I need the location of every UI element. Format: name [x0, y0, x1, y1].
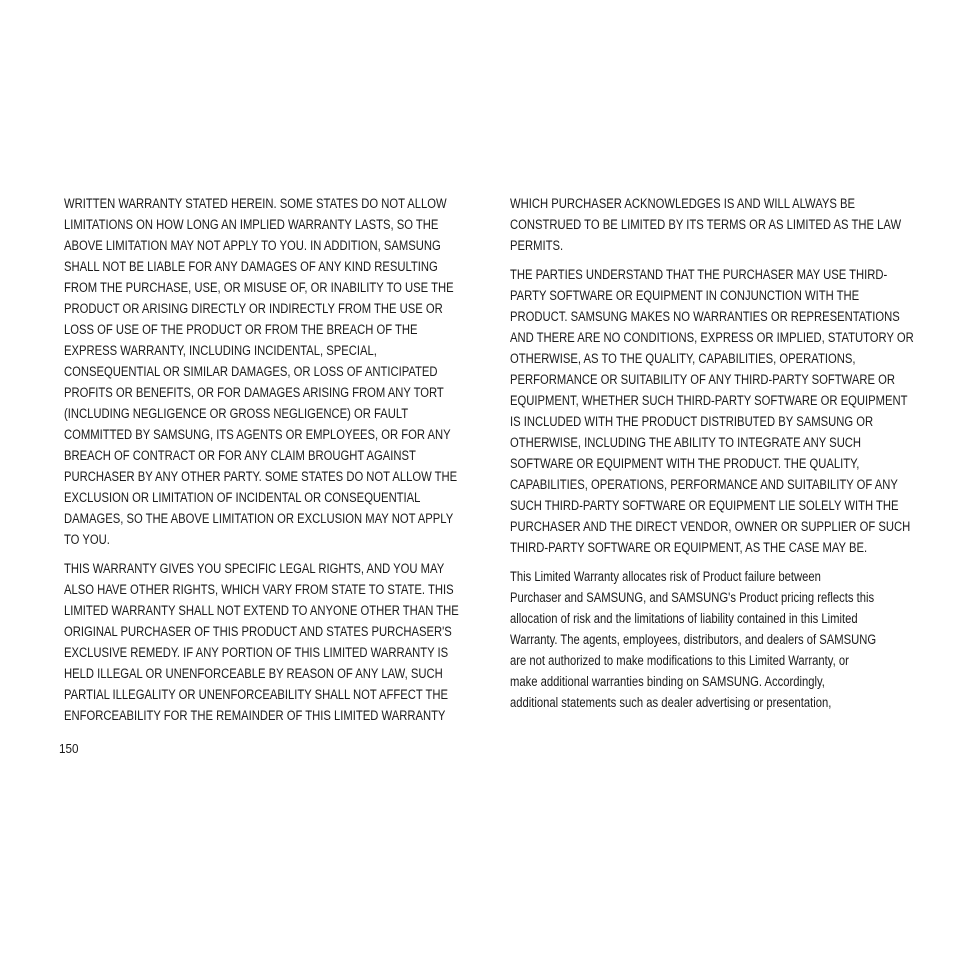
text-line: are not authorized to make modifications to this Limited Warranty, or	[510, 653, 849, 668]
text-line: TO YOU.	[64, 532, 110, 547]
text-line: THE PARTIES UNDERSTAND THAT THE PURCHASER MAY USE THIRD-	[510, 267, 888, 282]
text-line: BREACH OF CONTRACT OR FOR ANY CLAIM BROUGHT AGAINST	[64, 448, 416, 463]
text-line: PERFORMANCE OR SUITABILITY OF ANY THIRD-PARTY SOFTWARE OR	[510, 372, 895, 387]
text-line: ORIGINAL PURCHASER OF THIS PRODUCT AND STATES PURCHASER'S	[64, 624, 452, 639]
text-line: PROFITS OR BENEFITS, OR FOR DAMAGES ARISING FROM ANY TORT	[64, 385, 444, 400]
text-line: CONSEQUENTIAL OR SIMILAR DAMAGES, OR LOSS OF ANTICIPATED	[64, 364, 438, 379]
text-line: HELD ILLEGAL OR UNENFORCEABLE BY REASON OF ANY LAW, SUCH	[64, 666, 443, 681]
right-column	[510, 193, 914, 721]
text-line: EXPRESS WARRANTY, INCLUDING INCIDENTAL, SPECIAL,	[64, 343, 377, 358]
text-line: LOSS OF USE OF THE PRODUCT OR FROM THE BREACH OF THE	[64, 322, 418, 337]
text-line: FROM THE PURCHASE, USE, OR MISUSE OF, OR INABILITY TO USE THE	[64, 280, 454, 295]
text-line: allocation of risk and the limitations of liability contained in this Limited	[510, 611, 858, 626]
text-line: LIMITATIONS ON HOW LONG AN IMPLIED WARRANTY LASTS, SO THE	[64, 217, 439, 232]
text-line: SHALL NOT BE LIABLE FOR ANY DAMAGES OF ANY KIND RESULTING	[64, 259, 438, 274]
text-line: Purchaser and SAMSUNG, and SAMSUNG's Product pricing reflects this	[510, 590, 875, 605]
text-line: PERMITS.	[510, 238, 564, 253]
paragraph	[510, 264, 914, 558]
text-line: PARTIAL ILLEGALITY OR UNENFORCEABILITY SHALL NOT AFFECT THE	[64, 687, 449, 702]
text-line: OTHERWISE, AS TO THE QUALITY, CAPABILITIES, OPERATIONS,	[510, 351, 856, 366]
text-line: THIS WARRANTY GIVES YOU SPECIFIC LEGAL RIGHTS, AND YOU MAY	[64, 561, 445, 576]
text-line: ENFORCEABILITY FOR THE REMAINDER OF THIS LIMITED WARRANTY	[64, 708, 446, 723]
paragraph	[510, 193, 909, 256]
text-line: CONSTRUED TO BE LIMITED BY ITS TERMS OR AS LIMITED AS THE LAW	[510, 217, 902, 232]
text-line: EXCLUSIVE REMEDY. IF ANY PORTION OF THIS LIMITED WARRANTY IS	[64, 645, 449, 660]
text-line: PARTY SOFTWARE OR EQUIPMENT IN CONJUNCTION WITH THE	[510, 288, 860, 303]
text-line: CAPABILITIES, OPERATIONS, PERFORMANCE AND SUITABILITY OF ANY	[510, 477, 898, 492]
text-line: SOFTWARE OR EQUIPMENT WITH THE PRODUCT. THE QUALITY,	[510, 456, 860, 471]
text-line: make additional warranties binding on SAMSUNG. Accordingly,	[510, 674, 825, 689]
text-line: LIMITED WARRANTY SHALL NOT EXTEND TO ANYONE OTHER THAN THE	[64, 603, 459, 618]
paragraph	[64, 193, 459, 550]
page-number: 150	[59, 741, 79, 756]
text-line: WRITTEN WARRANTY STATED HEREIN. SOME STATES DO NOT ALLOW	[64, 196, 447, 211]
text-line: OTHERWISE, INCLUDING THE ABILITY TO INTEGRATE ANY SUCH	[510, 435, 862, 450]
paragraph	[510, 566, 909, 713]
text-line: EXCLUSION OR LIMITATION OF INCIDENTAL OR CONSEQUENTIAL	[64, 490, 421, 505]
text-line: This Limited Warranty allocates risk of Product failure between	[510, 569, 821, 584]
text-line: PRODUCT. SAMSUNG MAKES NO WARRANTIES OR REPRESENTATIONS	[510, 309, 900, 324]
text-line: PRODUCT OR ARISING DIRECTLY OR INDIRECTLY FROM THE USE OR	[64, 301, 443, 316]
text-line: AND THERE ARE NO CONDITIONS, EXPRESS OR IMPLIED, STATUTORY OR	[510, 330, 914, 345]
text-line: Warranty. The agents, employees, distributors, and dealers of SAMSUNG	[510, 632, 877, 647]
paragraph	[64, 558, 459, 726]
text-line: PURCHASER AND THE DIRECT VENDOR, OWNER OR SUPPLIER OF SUCH	[510, 519, 911, 534]
text-line: EQUIPMENT, WHETHER SUCH THIRD-PARTY SOFTWARE OR EQUIPMENT	[510, 393, 908, 408]
text-line: SUCH THIRD-PARTY SOFTWARE OR EQUIPMENT LIE SOLELY WITH THE	[510, 498, 899, 513]
text-line: (INCLUDING NEGLIGENCE OR GROSS NEGLIGENCE) OR FAULT	[64, 406, 409, 421]
text-line: IS INCLUDED WITH THE PRODUCT DISTRIBUTED BY SAMSUNG OR	[510, 414, 874, 429]
text-line: WHICH PURCHASER ACKNOWLEDGES IS AND WILL ALWAYS BE	[510, 196, 856, 211]
text-line: ABOVE LIMITATION MAY NOT APPLY TO YOU. IN ADDITION, SAMSUNG	[64, 238, 441, 253]
text-line: COMMITTED BY SAMSUNG, ITS AGENTS OR EMPLOYEES, OR FOR ANY	[64, 427, 451, 442]
text-line: ALSO HAVE OTHER RIGHTS, WHICH VARY FROM STATE TO STATE. THIS	[64, 582, 454, 597]
left-column	[64, 193, 459, 734]
text-line: PURCHASER BY ANY OTHER PARTY. SOME STATES DO NOT ALLOW THE	[64, 469, 458, 484]
text-line: THIRD-PARTY SOFTWARE OR EQUIPMENT, AS THE CASE MAY BE.	[510, 540, 868, 555]
text-line: DAMAGES, SO THE ABOVE LIMITATION OR EXCLUSION MAY NOT APPLY	[64, 511, 454, 526]
text-line: additional statements such as dealer advertising or presentation,	[510, 695, 832, 710]
